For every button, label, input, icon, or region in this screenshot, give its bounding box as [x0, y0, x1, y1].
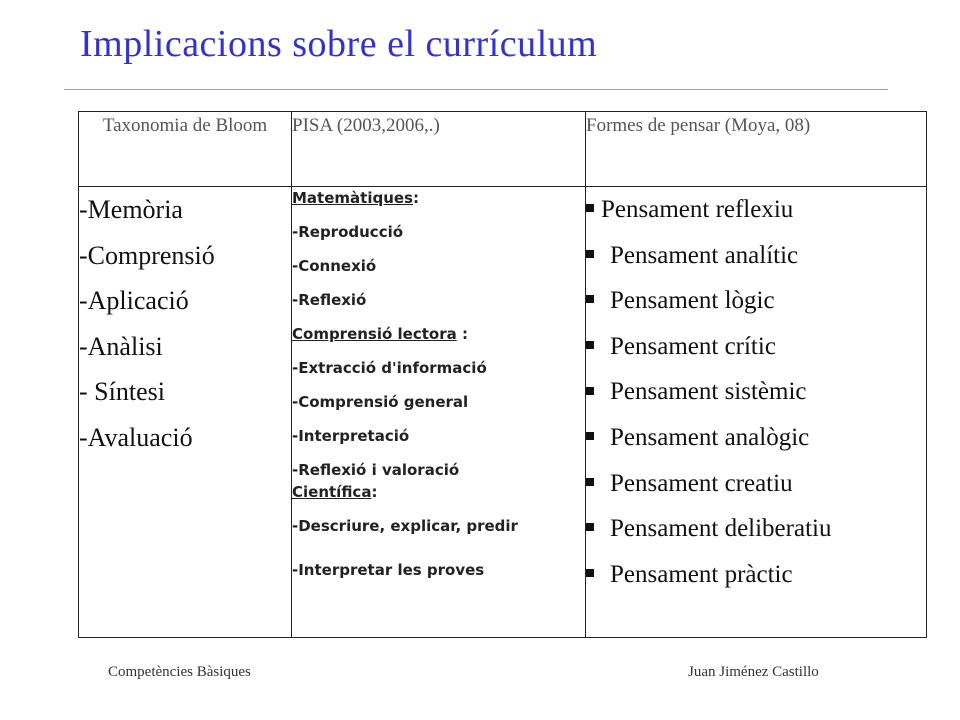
list-item	[586, 278, 926, 324]
list-item: -Memòria	[79, 195, 183, 224]
list-item: -Anàlisi	[79, 331, 163, 361]
list-item: -Comprensió	[79, 240, 215, 270]
list-item: -Interpretar les proves	[292, 561, 485, 579]
header-pisa: PISA (2003,2006,.)	[292, 112, 586, 187]
list-item: -Reproducció	[292, 223, 404, 241]
thinking-label: Pensament creatiu	[610, 469, 793, 497]
list-item	[586, 552, 926, 598]
thinking-label: Pensament analògic	[610, 423, 810, 451]
thinking-label: Pensament crític	[610, 332, 776, 360]
pisa-cell	[292, 187, 586, 638]
list-item: -Aplicació	[79, 286, 189, 315]
square-bullet-icon	[586, 387, 594, 395]
square-bullet-icon	[586, 295, 594, 303]
pisa-reading-heading: Comprensió lectora	[292, 325, 457, 343]
square-bullet-icon	[586, 569, 594, 577]
pisa-math-heading-line: Matemàtiques:	[292, 189, 419, 207]
pisa-science-heading-line: Científica:	[292, 483, 378, 501]
footer-right: Juan Jiménez Castillo	[688, 664, 819, 680]
thinking-label: Pensament analític	[610, 241, 799, 269]
list-item	[586, 324, 926, 370]
list-item	[586, 506, 926, 552]
pisa-science-heading: Científica	[292, 483, 372, 501]
list-item: -Avaluació	[79, 422, 193, 452]
thinking-label: Pensament deliberatiu	[610, 515, 832, 543]
table-body-row	[79, 187, 927, 638]
list-item: -Comprensió general	[292, 393, 469, 411]
header-bloom: Taxonomia de Bloom	[79, 112, 292, 187]
list-item	[586, 415, 926, 461]
square-bullet-icon	[586, 478, 594, 486]
list-item	[586, 233, 926, 279]
list-item: -Reflexió i valoració	[292, 461, 460, 479]
list-item: -Reflexió	[292, 291, 367, 309]
thinking-label: Pensament pràctic	[610, 560, 793, 588]
list-item: - Síntesi	[79, 377, 165, 406]
list-item	[586, 369, 926, 415]
list-item: -Interpretació	[292, 427, 410, 445]
thinking-list	[586, 187, 926, 597]
list-item: -Extracció d'informació	[292, 359, 487, 377]
bloom-list	[79, 187, 291, 460]
bloom-cell	[79, 187, 292, 638]
pisa-list	[292, 187, 585, 593]
thinking-cell	[586, 187, 927, 638]
pisa-reading-heading-line: Comprensió lectora :	[292, 325, 468, 343]
footer-left: Competències Bàsiques	[108, 664, 251, 680]
title-divider	[64, 89, 888, 90]
table-header-row	[79, 112, 927, 187]
header-thinking: Formes de pensar (Moya, 08)	[586, 112, 927, 187]
list-item: -Connexió	[292, 257, 377, 275]
thinking-label: Pensament reflexiu	[601, 196, 794, 223]
list-item: -Descriure, explicar, predir	[292, 517, 518, 535]
square-bullet-icon	[586, 204, 594, 212]
pisa-math-heading: Matemàtiques	[292, 189, 413, 207]
slide-title: Implicacions sobre el currículum	[80, 23, 598, 65]
square-bullet-icon	[586, 432, 594, 440]
thinking-label: Pensament sistèmic	[610, 378, 807, 406]
square-bullet-icon	[586, 523, 594, 531]
square-bullet-icon	[586, 341, 594, 349]
list-item	[586, 187, 926, 233]
curriculum-table	[78, 111, 927, 638]
thinking-label: Pensament lògic	[610, 287, 775, 315]
list-item	[586, 461, 926, 507]
square-bullet-icon	[586, 250, 594, 258]
